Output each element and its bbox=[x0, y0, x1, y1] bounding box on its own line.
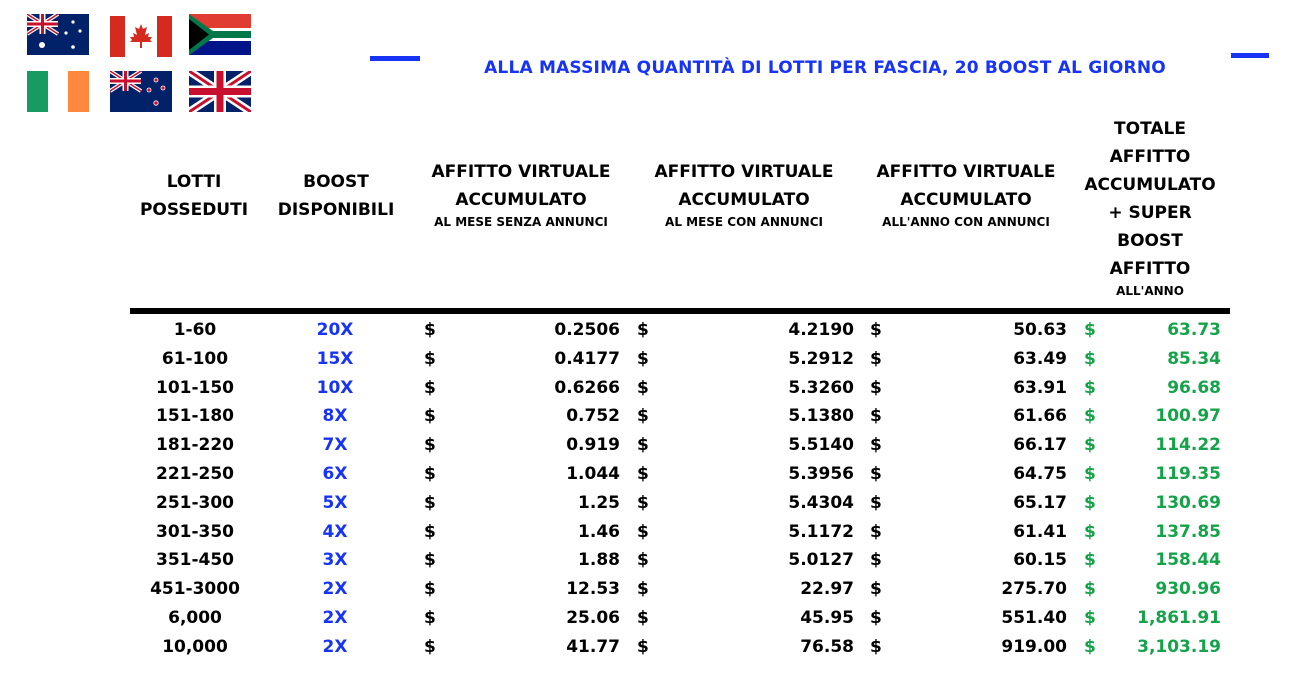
cell-totale: 100.97 bbox=[1155, 406, 1221, 426]
currency-symbol: $ bbox=[870, 637, 882, 657]
currency-symbol: $ bbox=[424, 579, 436, 599]
cell-affitto-mese-annunci: 5.3956 bbox=[788, 464, 854, 484]
cell-affitto-mese: 0.2506 bbox=[554, 320, 620, 340]
cell-affitto-anno: 919.00 bbox=[1001, 637, 1067, 657]
currency-symbol: $ bbox=[424, 378, 436, 398]
cell-boost: 5X bbox=[322, 493, 348, 513]
cell-affitto-mese-annunci: 5.1380 bbox=[788, 406, 854, 426]
currency-symbol: $ bbox=[637, 637, 649, 657]
cell-affitto-mese-annunci: 4.2190 bbox=[788, 320, 854, 340]
header-lotti bbox=[130, 168, 258, 224]
currency-symbol: $ bbox=[637, 608, 649, 628]
header-lotti-label: LOTTI POSSEDUTI bbox=[139, 172, 249, 220]
currency-symbol: $ bbox=[1084, 637, 1096, 657]
table-row bbox=[0, 604, 1292, 632]
header-totale-sub: ALL'ANNO bbox=[1116, 284, 1184, 298]
cell-lotti: 221-250 bbox=[155, 464, 235, 484]
cell-boost: 2X bbox=[322, 608, 348, 628]
table-row bbox=[0, 345, 1292, 373]
cell-boost: 3X bbox=[322, 550, 348, 570]
cell-lotti: 101-150 bbox=[155, 378, 235, 398]
currency-symbol: $ bbox=[870, 493, 882, 513]
cell-affitto-anno: 60.15 bbox=[1013, 550, 1067, 570]
table-row bbox=[0, 489, 1292, 517]
cell-affitto-mese: 0.752 bbox=[566, 406, 620, 426]
table-row bbox=[0, 402, 1292, 430]
cell-affitto-mese: 1.044 bbox=[566, 464, 620, 484]
currency-symbol: $ bbox=[870, 608, 882, 628]
currency-symbol: $ bbox=[637, 349, 649, 369]
cell-affitto-anno: 64.75 bbox=[1013, 464, 1067, 484]
page-subtitle: ALLA MASSIMA QUANTITÀ DI LOTTI PER FASCIA, 20 BOOST AL GIORNO bbox=[484, 58, 1166, 78]
header-affitto-mese-annunci-sub: AL MESE CON ANNUNCI bbox=[665, 215, 823, 229]
cell-lotti: 351-450 bbox=[155, 550, 235, 570]
header-affitto-anno-label: AFFITTO VIRTUALE ACCUMULATO bbox=[876, 162, 1056, 210]
currency-symbol: $ bbox=[1084, 522, 1096, 542]
cell-affitto-anno: 50.63 bbox=[1013, 320, 1067, 340]
currency-symbol: $ bbox=[637, 493, 649, 513]
australia-flag bbox=[27, 14, 89, 55]
cell-boost: 15X bbox=[316, 349, 354, 369]
currency-symbol: $ bbox=[1084, 406, 1096, 426]
currency-symbol: $ bbox=[637, 550, 649, 570]
cell-affitto-mese-annunci: 22.97 bbox=[800, 579, 854, 599]
cell-totale: 114.22 bbox=[1155, 435, 1221, 455]
cell-affitto-mese-annunci: 5.1172 bbox=[788, 522, 854, 542]
currency-symbol: $ bbox=[870, 522, 882, 542]
currency-symbol: $ bbox=[1084, 579, 1096, 599]
united-kingdom-flag bbox=[189, 71, 251, 112]
header-affitto-anno-sub: ALL'ANNO CON ANNUNCI bbox=[882, 215, 1050, 229]
currency-symbol: $ bbox=[424, 608, 436, 628]
cell-boost: 2X bbox=[322, 579, 348, 599]
cell-boost: 20X bbox=[316, 320, 354, 340]
cell-affitto-mese-annunci: 5.5140 bbox=[788, 435, 854, 455]
cell-totale: 158.44 bbox=[1155, 550, 1221, 570]
cell-affitto-anno: 61.41 bbox=[1013, 522, 1067, 542]
currency-symbol: $ bbox=[424, 320, 436, 340]
table-row bbox=[0, 575, 1292, 603]
currency-symbol: $ bbox=[1084, 435, 1096, 455]
currency-symbol: $ bbox=[1084, 349, 1096, 369]
currency-symbol: $ bbox=[870, 579, 882, 599]
currency-symbol: $ bbox=[870, 550, 882, 570]
currency-symbol: $ bbox=[424, 349, 436, 369]
cell-boost: 10X bbox=[316, 378, 354, 398]
cell-lotti: 451-3000 bbox=[150, 579, 240, 599]
cell-boost: 6X bbox=[322, 464, 348, 484]
cell-lotti: 251-300 bbox=[155, 493, 235, 513]
currency-symbol: $ bbox=[1084, 550, 1096, 570]
cell-affitto-mese-annunci: 5.2912 bbox=[788, 349, 854, 369]
cell-totale: 63.73 bbox=[1167, 320, 1221, 340]
right-dash bbox=[1231, 53, 1269, 58]
cell-affitto-mese: 1.25 bbox=[578, 493, 620, 513]
cell-affitto-anno: 63.91 bbox=[1013, 378, 1067, 398]
cell-affitto-mese-annunci: 76.58 bbox=[800, 637, 854, 657]
currency-symbol: $ bbox=[424, 435, 436, 455]
cell-affitto-mese-annunci: 5.4304 bbox=[788, 493, 854, 513]
currency-symbol: $ bbox=[1084, 320, 1096, 340]
cell-boost: 2X bbox=[322, 637, 348, 657]
cell-affitto-anno: 551.40 bbox=[1001, 608, 1067, 628]
table-row bbox=[0, 431, 1292, 459]
cell-totale: 130.69 bbox=[1155, 493, 1221, 513]
currency-symbol: $ bbox=[424, 406, 436, 426]
cell-affitto-mese-annunci: 5.3260 bbox=[788, 378, 854, 398]
cell-affitto-anno: 63.49 bbox=[1013, 349, 1067, 369]
cell-totale: 85.34 bbox=[1167, 349, 1221, 369]
table-row bbox=[0, 518, 1292, 546]
currency-symbol: $ bbox=[424, 550, 436, 570]
currency-symbol: $ bbox=[424, 464, 436, 484]
cell-affitto-mese: 41.77 bbox=[566, 637, 620, 657]
cell-totale: 137.85 bbox=[1155, 522, 1221, 542]
currency-symbol: $ bbox=[637, 522, 649, 542]
currency-symbol: $ bbox=[637, 435, 649, 455]
header-boost-label: BOOST DISPONIBILI bbox=[277, 172, 395, 220]
cell-affitto-mese: 0.6266 bbox=[554, 378, 620, 398]
cell-boost: 7X bbox=[322, 435, 348, 455]
cell-lotti: 151-180 bbox=[155, 406, 235, 426]
cell-lotti: 61-100 bbox=[161, 349, 229, 369]
cell-affitto-anno: 65.17 bbox=[1013, 493, 1067, 513]
table-row bbox=[0, 546, 1292, 574]
currency-symbol: $ bbox=[424, 637, 436, 657]
cell-affitto-anno: 275.70 bbox=[1001, 579, 1067, 599]
currency-symbol: $ bbox=[637, 320, 649, 340]
cell-boost: 4X bbox=[322, 522, 348, 542]
currency-symbol: $ bbox=[637, 464, 649, 484]
cell-affitto-mese: 25.06 bbox=[566, 608, 620, 628]
cell-lotti: 10,000 bbox=[162, 637, 228, 657]
cell-lotti: 301-350 bbox=[155, 522, 235, 542]
currency-symbol: $ bbox=[637, 406, 649, 426]
currency-symbol: $ bbox=[870, 464, 882, 484]
cell-affitto-mese: 1.88 bbox=[578, 550, 620, 570]
header-affitto-mese-annunci bbox=[648, 158, 840, 230]
cell-affitto-mese-annunci: 5.0127 bbox=[788, 550, 854, 570]
cell-lotti: 6,000 bbox=[168, 608, 222, 628]
currency-symbol: $ bbox=[870, 349, 882, 369]
currency-symbol: $ bbox=[637, 378, 649, 398]
cell-affitto-mese: 12.53 bbox=[566, 579, 620, 599]
new-zealand-flag bbox=[110, 71, 172, 112]
currency-symbol: $ bbox=[870, 320, 882, 340]
header-affitto-mese bbox=[425, 158, 617, 230]
cell-affitto-mese: 0.919 bbox=[566, 435, 620, 455]
header-totale bbox=[1075, 115, 1225, 299]
header-affitto-anno bbox=[870, 158, 1062, 230]
currency-symbol: $ bbox=[870, 406, 882, 426]
cell-totale: 930.96 bbox=[1155, 579, 1221, 599]
table-row bbox=[0, 460, 1292, 488]
currency-symbol: $ bbox=[1084, 493, 1096, 513]
currency-symbol: $ bbox=[1084, 464, 1096, 484]
currency-symbol: $ bbox=[1084, 608, 1096, 628]
currency-symbol: $ bbox=[637, 579, 649, 599]
cell-lotti: 181-220 bbox=[155, 435, 235, 455]
cell-affitto-mese-annunci: 45.95 bbox=[800, 608, 854, 628]
cell-totale: 1,861.91 bbox=[1137, 608, 1221, 628]
header-affitto-mese-label: AFFITTO VIRTUALE ACCUMULATO bbox=[431, 162, 611, 210]
south-africa-flag bbox=[189, 14, 251, 55]
currency-symbol: $ bbox=[1084, 378, 1096, 398]
header-boost bbox=[272, 168, 400, 224]
cell-affitto-mese: 1.46 bbox=[578, 522, 620, 542]
currency-symbol: $ bbox=[870, 378, 882, 398]
cell-affitto-mese: 0.4177 bbox=[554, 349, 620, 369]
canada-flag bbox=[110, 16, 172, 57]
cell-totale: 119.35 bbox=[1155, 464, 1221, 484]
cell-totale: 96.68 bbox=[1167, 378, 1221, 398]
left-dash bbox=[370, 56, 420, 61]
table-row bbox=[0, 374, 1292, 402]
cell-lotti: 1-60 bbox=[173, 320, 217, 340]
header-divider bbox=[130, 308, 1230, 314]
header-affitto-mese-annunci-label: AFFITTO VIRTUALE ACCUMULATO bbox=[654, 162, 834, 210]
ireland-flag bbox=[27, 71, 89, 112]
flags-group bbox=[27, 14, 253, 114]
header-affitto-mese-sub: AL MESE SENZA ANNUNCI bbox=[434, 215, 608, 229]
currency-symbol: $ bbox=[870, 435, 882, 455]
cell-affitto-anno: 61.66 bbox=[1013, 406, 1067, 426]
cell-boost: 8X bbox=[322, 406, 348, 426]
cell-affitto-anno: 66.17 bbox=[1013, 435, 1067, 455]
currency-symbol: $ bbox=[424, 493, 436, 513]
currency-symbol: $ bbox=[424, 522, 436, 542]
header-totale-label: TOTALE AFFITTO ACCUMULATO + SUPER BOOST AFFITTO bbox=[1084, 119, 1216, 279]
table-row bbox=[0, 316, 1292, 344]
cell-totale: 3,103.19 bbox=[1137, 637, 1221, 657]
table-row bbox=[0, 633, 1292, 661]
